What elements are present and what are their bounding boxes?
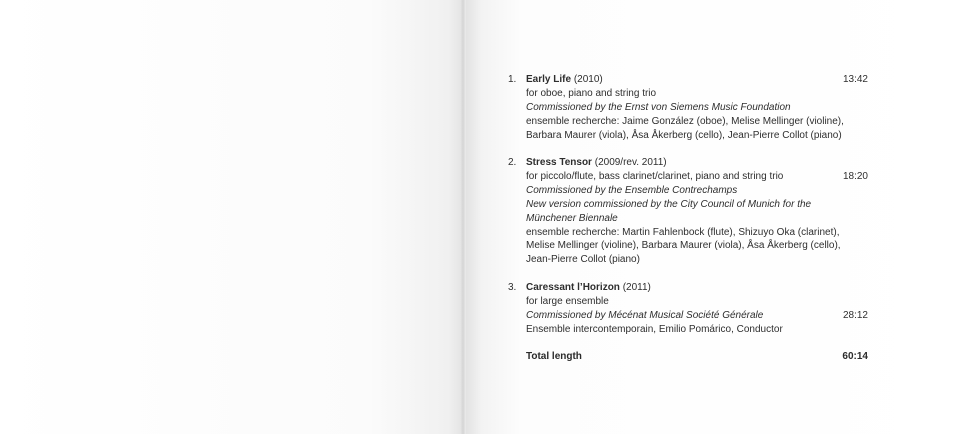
book-gutter [460,0,466,434]
commission: Commissioned by the Ensemble Contrechamps [526,184,738,196]
instrumentation: for piccolo/flute, bass clarinet/clarinet, piano and string trio [526,170,784,182]
track-heading [526,156,826,170]
track-3 [508,281,868,337]
instrumentation: for oboe, piano and string trio [526,87,657,99]
total-length-label: Total length [526,351,582,362]
track-year: (2009/rev. 2011) [594,157,667,168]
performers: Barbara Maurer (viola), Åsa Åkerberg (cello), Jean-Pierre Collot (piano) [526,129,842,141]
track-duration: 28:12 [842,310,868,321]
track-duration: 18:20 [842,171,868,182]
performers: ensemble recherche: Jaime González (oboe), Melise Mellinger (violine), [526,115,844,127]
track-2 [508,156,868,268]
performers: Ensemble intercontemporain, Emilio Pomárico, Conductor [526,323,783,335]
left-page [0,0,462,434]
commission: Commissioned by Mécénat Musical Société Générale [526,309,764,321]
track-number: 3. [508,282,517,293]
commission: Commissioned by the Ernst von Siemens Music Foundation [526,101,791,113]
performers: Jean-Pierre Collot (piano) [526,254,640,266]
total-length-value: 60:14 [842,351,868,362]
track-number: 2. [508,157,517,168]
track-title: Caressant l’Horizon [526,282,620,293]
track-year: (2011) [622,282,651,293]
commission: Münchener Biennale [526,212,618,224]
track-heading [526,73,826,87]
track-number: 1. [508,74,517,85]
instrumentation: for large ensemble [526,295,609,307]
track-title: Stress Tensor [526,157,592,168]
performers: ensemble recherche: Martin Fahlenbock (flute), Shizuyo Oka (clarinet), [526,226,840,238]
track-heading [526,281,826,295]
performers: Melise Mellinger (violine), Barbara Maurer (viola), Åsa Åkerberg (cello), [526,240,841,252]
track-year: (2010) [573,74,603,85]
track-1 [508,73,868,143]
track-title: Early Life [526,74,572,85]
track-duration: 13:42 [842,74,868,85]
commission: New version commissioned by the City Council of Munich for the [526,198,812,210]
